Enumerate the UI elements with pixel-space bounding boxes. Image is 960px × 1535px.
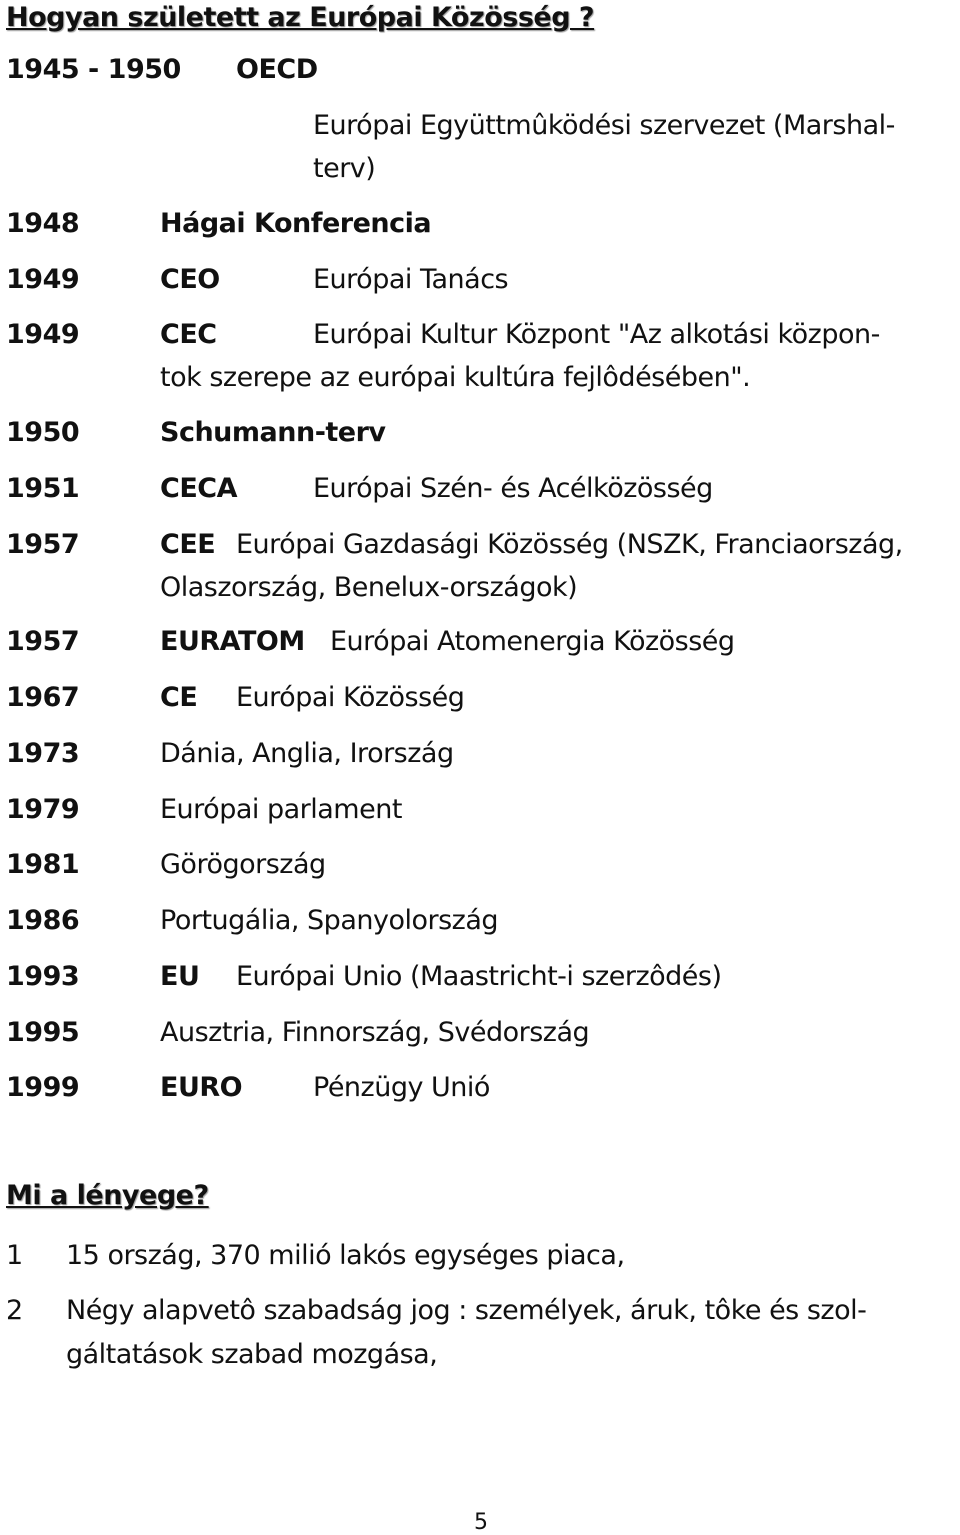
timeline-abbr: EURATOM bbox=[160, 626, 305, 657]
timeline-desc: Európai Unio (Maastricht-i szerzôdés) bbox=[236, 961, 722, 992]
timeline-desc: Görögország bbox=[160, 849, 326, 880]
timeline-year: 1993 bbox=[6, 961, 80, 992]
section-title: Mi a lényege? bbox=[6, 1180, 209, 1211]
timeline-abbr: Schumann-terv bbox=[160, 417, 386, 448]
timeline-abbr: CEC bbox=[160, 319, 217, 350]
timeline-year: 1949 bbox=[6, 319, 80, 350]
timeline-row bbox=[6, 48, 318, 92]
timeline-year: 1995 bbox=[6, 1017, 80, 1048]
timeline-desc: Európai Együttmûködési szervezet (Marshal- bbox=[313, 110, 895, 141]
page-title: Hogyan született az Európai Közösség ? bbox=[6, 2, 595, 33]
list-number: 1 bbox=[6, 1240, 24, 1271]
timeline-desc-cont: Olaszország, Benelux-országok) bbox=[160, 572, 578, 603]
timeline-year: 1948 bbox=[6, 208, 80, 239]
timeline-desc-cont: terv) bbox=[313, 153, 376, 184]
timeline-desc: Európai Kultur Központ "Az alkotási közpon- bbox=[313, 319, 880, 350]
timeline-year: 1957 bbox=[6, 626, 80, 657]
list-item: 15 ország, 370 milió lakós egységes piaca, bbox=[66, 1240, 625, 1271]
timeline-abbr: CECA bbox=[160, 473, 237, 504]
timeline-desc: Európai Gazdasági Közösség (NSZK, Franciaország, bbox=[236, 529, 903, 560]
timeline-year: 1999 bbox=[6, 1072, 80, 1103]
timeline-abbr: CE bbox=[160, 682, 198, 713]
page-number: 5 bbox=[474, 1510, 488, 1535]
list-number: 2 bbox=[6, 1295, 24, 1326]
timeline-year: 1967 bbox=[6, 682, 80, 713]
list-item-cont: gáltatások szabad mozgása, bbox=[66, 1339, 438, 1370]
timeline-abbr: CEO bbox=[160, 264, 220, 295]
timeline-year: 1951 bbox=[6, 473, 80, 504]
timeline-abbr: EU bbox=[160, 961, 200, 992]
timeline-year: 1986 bbox=[6, 905, 80, 936]
timeline-desc: Pénzügy Unió bbox=[313, 1072, 490, 1103]
timeline-abbr: CEE bbox=[160, 529, 216, 560]
timeline-desc: Európai Atomenergia Közösség bbox=[330, 626, 735, 657]
list-item: Négy alapvetô szabadság jog : személyek, áruk, tôke és szol- bbox=[66, 1295, 867, 1326]
timeline-desc: Ausztria, Finnország, Svédország bbox=[160, 1017, 590, 1048]
timeline-desc-cont: tok szerepe az európai kultúra fejlôdésében". bbox=[160, 362, 751, 393]
timeline-year: 1950 bbox=[6, 417, 80, 448]
timeline-desc: Portugália, Spanyolország bbox=[160, 905, 499, 936]
timeline-desc: Dánia, Anglia, Irország bbox=[160, 738, 454, 769]
timeline-desc: Európai Szén- és Acélközösség bbox=[313, 473, 713, 504]
timeline-year: 1981 bbox=[6, 849, 80, 880]
timeline-year: 1945 - 1950 bbox=[6, 54, 181, 85]
timeline-year: 1949 bbox=[6, 264, 80, 295]
timeline-abbr: Hágai Konferencia bbox=[160, 208, 432, 239]
timeline-year: 1979 bbox=[6, 794, 80, 825]
timeline-desc: Európai parlament bbox=[160, 794, 402, 825]
timeline-desc: Európai Közösség bbox=[236, 682, 465, 713]
timeline-desc: Európai Tanács bbox=[313, 264, 509, 295]
timeline-abbr: OECD bbox=[236, 54, 318, 85]
timeline-year: 1957 bbox=[6, 529, 80, 560]
timeline-year: 1973 bbox=[6, 738, 80, 769]
timeline-abbr: EURO bbox=[160, 1072, 243, 1103]
